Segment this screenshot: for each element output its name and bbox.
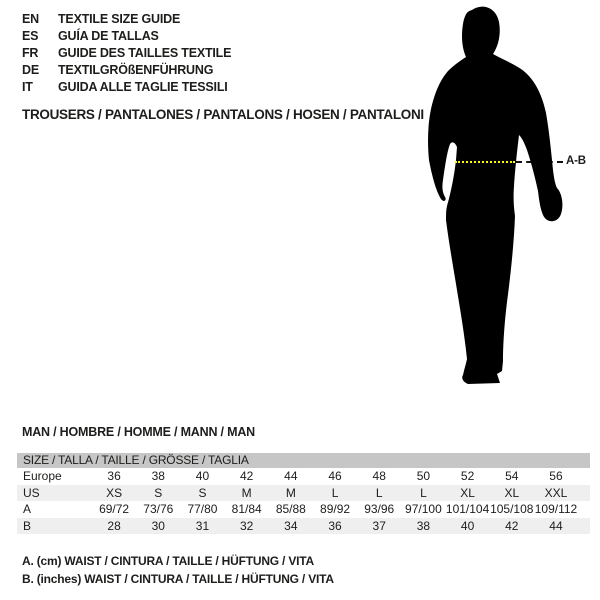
cell: 42 (239, 469, 254, 483)
cell: 38 (151, 469, 165, 483)
language-label: GUIDE DES TAILLES TEXTILE (58, 46, 232, 60)
row-label: B (23, 518, 32, 533)
footnote-a: A. (cm) WAIST / CINTURA / TAILLE / HÜFTUNG / VITA (22, 554, 314, 568)
table-row-us (17, 485, 590, 502)
row-label: US (23, 485, 40, 500)
cell: 73/76 (143, 502, 174, 516)
cell: 36 (107, 469, 121, 483)
cell: 44 (549, 518, 563, 533)
cell: 40 (460, 518, 475, 533)
gender-title: MAN / HOMBRE / HOMME / MANN / MAN (22, 425, 255, 439)
row-label: A (23, 502, 32, 516)
cell: 77/80 (187, 502, 218, 516)
size-table (17, 453, 590, 534)
cell: 54 (505, 469, 519, 483)
language-code: ES (22, 29, 39, 43)
cell: 81/84 (231, 502, 262, 516)
language-label: GUIDA ALLE TAGLIE TESSILI (58, 80, 228, 94)
footnote-b: B. (inches) WAIST / CINTURA / TAILLE / HÜFTUNG / VITA (22, 571, 334, 586)
measure-label: A-B (566, 155, 586, 167)
cell: 52 (460, 469, 475, 483)
language-label: TEXTILGRÖßENFÜHRUNG (58, 63, 214, 77)
cell: 34 (284, 518, 298, 533)
cell: 109/112 (534, 502, 578, 516)
cell: S (154, 485, 163, 500)
footnotes (22, 553, 334, 588)
cell: 48 (372, 469, 386, 483)
man-silhouette-figure (400, 0, 600, 400)
cell: 37 (372, 518, 386, 533)
cell: 105/108 (490, 502, 534, 516)
cell: 36 (328, 518, 342, 533)
cell: 85/88 (275, 502, 306, 516)
cell: 30 (151, 518, 165, 533)
measure-line-dotted (455, 161, 515, 163)
cell: 44 (284, 469, 298, 483)
cell: 56 (549, 469, 563, 483)
cell: 101/104 (445, 502, 490, 516)
row-label: Europe (23, 469, 62, 483)
category-title: TROUSERS / PANTALONES / PANTALONS / HOSEN / PANTALONI (22, 107, 424, 122)
cell: XL (504, 485, 520, 500)
cell: XXL (544, 485, 568, 500)
cell: 38 (416, 518, 431, 533)
cell: 89/92 (320, 502, 351, 516)
language-row-it (22, 79, 231, 96)
language-row-fr (22, 45, 231, 62)
language-title-list (22, 11, 231, 96)
cell: 46 (328, 469, 342, 483)
cell: 93/96 (364, 502, 395, 516)
language-label: GUÍA DE TALLAS (58, 29, 159, 43)
cell: XL (460, 485, 475, 500)
cell: L (375, 485, 383, 500)
cell: L (420, 485, 427, 500)
man-silhouette-icon (400, 0, 600, 400)
cell: 97/100 (405, 502, 442, 516)
language-code: EN (22, 12, 39, 26)
cell: L (331, 485, 339, 500)
language-label: TEXTILE SIZE GUIDE (58, 12, 181, 26)
table-row-europe (17, 468, 590, 485)
language-code: IT (22, 80, 33, 94)
language-code: FR (22, 46, 39, 60)
cell: S (198, 485, 207, 500)
size-table-header: SIZE / TALLA / TAILLE / GRÖSSE / TAGLIA (17, 453, 590, 468)
cell: 69/72 (99, 502, 130, 516)
cell: 40 (195, 469, 210, 483)
language-code: DE (22, 63, 39, 77)
language-row-de (22, 62, 231, 79)
cell: 42 (505, 518, 519, 533)
cell: 32 (239, 518, 254, 533)
cell: 28 (107, 518, 121, 533)
table-row-a-cm (17, 501, 590, 518)
table-row-b-inches (17, 518, 590, 535)
cell: XS (106, 485, 123, 500)
language-row-en (22, 11, 231, 28)
cell: 31 (195, 518, 210, 533)
language-row-es (22, 28, 231, 45)
cell: M (241, 485, 252, 500)
cell: M (285, 485, 296, 500)
cell: 50 (416, 469, 431, 483)
